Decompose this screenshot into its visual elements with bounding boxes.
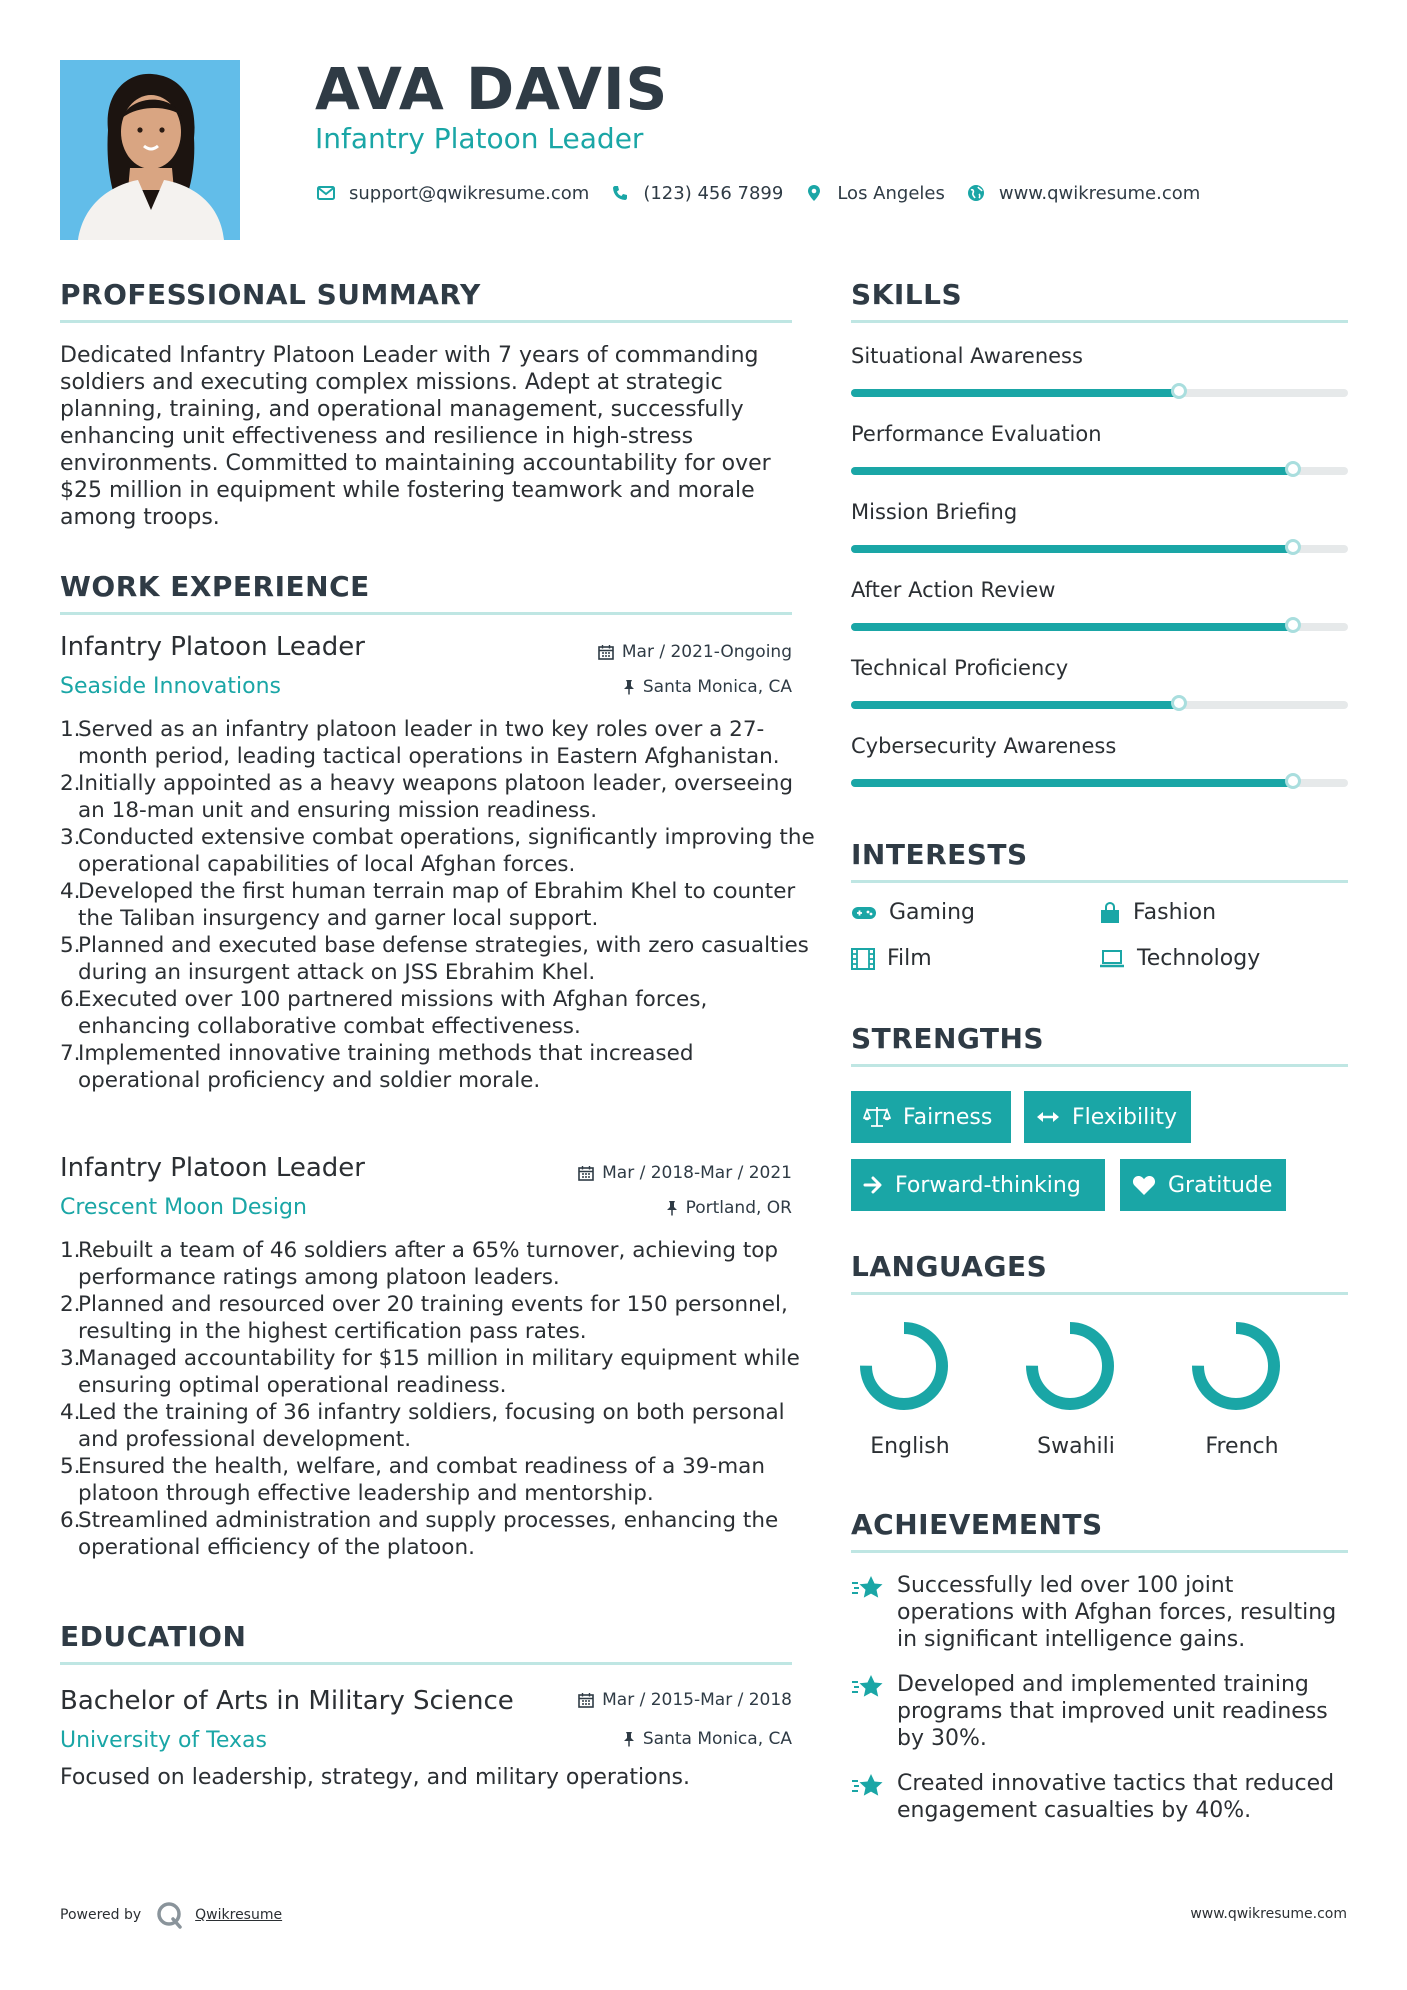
- list-item: 1. Served as an infantry platoon leader in two key roles over a 27-month period, leading tactical operations in Eastern Afghanistan.: [60, 717, 780, 769]
- gamepad-icon: [851, 905, 877, 921]
- arrows-horizontal-icon: [1036, 1110, 1060, 1124]
- interest-label: Gaming: [889, 900, 975, 925]
- calendar-icon: [578, 1165, 594, 1181]
- strength-label: Gratitude: [1168, 1172, 1273, 1198]
- education-location: [480, 1729, 792, 1749]
- interest-item-film: [851, 946, 932, 971]
- job-1-location: [480, 677, 792, 697]
- strength-badge-gratitude: [1120, 1159, 1286, 1211]
- skill-bar-fill: [851, 779, 1293, 787]
- job-1-location-text: Santa Monica, CA: [642, 677, 792, 697]
- skill-name: After Action Review: [851, 578, 1056, 602]
- skill-bar: [851, 545, 1348, 553]
- skill-bar-fill: [851, 623, 1293, 631]
- job-1-title: Infantry Platoon Leader: [60, 632, 365, 662]
- achievement-item: [851, 1770, 1348, 1824]
- list-item: 4. Developed the first human terrain map of Ebrahim Khel to counter the Taliban insurgency and garner local support.: [60, 879, 796, 931]
- achievements-divider: [851, 1550, 1348, 1553]
- laptop-icon: [1099, 949, 1125, 969]
- achievement-item: [851, 1572, 1348, 1653]
- job-2-company: Crescent Moon Design: [60, 1195, 307, 1220]
- achievement-text: Created innovative tactics that reduced engagement casualties by 40%.: [897, 1771, 1335, 1823]
- map-pin-icon: [803, 182, 825, 204]
- skill-bar-fill: [851, 467, 1293, 475]
- work-heading: WORK EXPERIENCE: [60, 570, 370, 603]
- skill-name: Mission Briefing: [851, 500, 1018, 524]
- skill-bar-knob: [1285, 617, 1301, 633]
- strength-label: Forward-thinking: [895, 1172, 1081, 1198]
- list-item: 7. Implemented innovative training methods that increased operational proficiency and soldier morale.: [60, 1041, 694, 1093]
- job-1-company: Seaside Innovations: [60, 674, 281, 699]
- strength-label: Flexibility: [1072, 1104, 1177, 1130]
- summary-heading: PROFESSIONAL SUMMARY: [60, 278, 481, 311]
- language-ring-french: [1182, 1318, 1302, 1414]
- education-location-text: Santa Monica, CA: [642, 1729, 792, 1749]
- job-2-duties: [60, 1237, 818, 1561]
- language-label: Swahili: [1037, 1434, 1115, 1459]
- skill-bar: [851, 389, 1348, 397]
- list-item: 1. Rebuilt a team of 46 soldiers after a 65% turnover, achieving top performance ratings among platoon leaders.: [60, 1238, 779, 1290]
- phone-icon: [609, 182, 631, 204]
- job-2-location: [480, 1198, 792, 1218]
- education-divider: [60, 1662, 792, 1665]
- language-ring-english: [850, 1318, 970, 1414]
- interest-label: Film: [887, 946, 932, 971]
- heart-icon: [1132, 1174, 1156, 1196]
- skill-bar-knob: [1285, 461, 1301, 477]
- job-1-dates: [480, 642, 792, 662]
- list-item: 2. Initially appointed as a heavy weapons platoon leader, overseeing an 18-man unit and ensuring mission readiness.: [60, 771, 793, 823]
- calendar-icon: [578, 1692, 594, 1708]
- globe-icon: [965, 182, 987, 204]
- strengths-divider: [851, 1064, 1348, 1067]
- list-item: 3. Conducted extensive combat operations, significantly improving the operational capabilities of local Afghan forces.: [60, 825, 815, 877]
- envelope-icon: [315, 182, 337, 204]
- footer-powered-by: [60, 1900, 282, 1930]
- skill-bar-knob: [1171, 383, 1187, 399]
- languages-heading: LANGUAGES: [851, 1250, 1048, 1283]
- language-label: English: [870, 1434, 950, 1459]
- candidate-name: AVA DAVIS: [315, 55, 669, 123]
- film-icon: [851, 948, 875, 970]
- list-item: 6. Streamlined administration and supply processes, enhancing the operational efficiency of the platoon.: [60, 1508, 779, 1560]
- job-2-dates-text: Mar / 2018-Mar / 2021: [602, 1163, 792, 1183]
- interest-label: Fashion: [1133, 900, 1217, 925]
- list-item: 3. Managed accountability for $15 million in military equipment while ensuring optimal operational readiness.: [60, 1346, 800, 1398]
- interests-heading: INTERESTS: [851, 838, 1028, 871]
- work-divider: [60, 612, 792, 615]
- skill-name: Situational Awareness: [851, 344, 1083, 368]
- star-icon: [851, 1574, 885, 1602]
- skill-name: Cybersecurity Awareness: [851, 734, 1117, 758]
- summary-text: Dedicated Infantry Platoon Leader with 7 years of commanding soldiers and executing complex missions. Adept at strategic planning, training, and operational management, successfully enhancing unit effectiveness and resilience in high-stress environments. Committed to maintaining accountability for over $25 million in equipment while fostering teamwork and morale among troops.: [60, 343, 771, 530]
- interest-item-technology: [1099, 946, 1260, 971]
- contact-email[interactable]: support@qwikresume.com: [349, 182, 590, 204]
- arrow-right-icon: [863, 1176, 883, 1194]
- summary-divider: [60, 320, 792, 323]
- interest-item-gaming: [851, 900, 975, 925]
- skill-bar-knob: [1285, 539, 1301, 555]
- skills-divider: [851, 320, 1348, 323]
- list-item: 4. Led the training of 36 infantry soldiers, focusing on both personal and professional development.: [60, 1400, 785, 1452]
- education-dates-text: Mar / 2015-Mar / 2018: [602, 1690, 792, 1710]
- education-school: University of Texas: [60, 1728, 267, 1753]
- achievement-item: [851, 1671, 1348, 1752]
- skill-bar-knob: [1285, 773, 1301, 789]
- achievements-heading: ACHIEVEMENTS: [851, 1508, 1103, 1541]
- interest-item-fashion: [1099, 900, 1216, 925]
- strength-badge-forward-thinking: [851, 1159, 1105, 1211]
- skills-heading: SKILLS: [851, 278, 963, 311]
- profile-photo: [60, 60, 240, 240]
- star-icon: [851, 1673, 885, 1701]
- skill-bar: [851, 701, 1348, 709]
- strength-badge-flexibility: [1024, 1091, 1191, 1143]
- skill-bar-fill: [851, 545, 1293, 553]
- skill-bar-fill: [851, 389, 1179, 397]
- job-1-duties: [60, 716, 818, 1094]
- languages-divider: [851, 1292, 1348, 1295]
- education-heading: EDUCATION: [60, 1620, 247, 1653]
- list-item: 5. Ensured the health, welfare, and combat readiness of a 39-man platoon through effective leadership and mentorship.: [60, 1454, 765, 1506]
- pushpin-icon: [666, 1200, 678, 1216]
- list-item: 6. Executed over 100 partnered missions with Afghan forces, enhancing collaborative combat effectiveness.: [60, 987, 708, 1039]
- list-item: 2. Planned and resourced over 20 training events for 150 personnel, resulting in the highest certification pass rates.: [60, 1292, 788, 1344]
- contact-bar: [315, 178, 1220, 208]
- skill-bar-fill: [851, 701, 1179, 709]
- skill-name: Technical Proficiency: [851, 656, 1069, 680]
- pushpin-icon: [623, 679, 635, 695]
- qwikresume-logo-icon: [155, 1900, 185, 1930]
- education-degree: Bachelor of Arts in Military Science: [60, 1686, 514, 1716]
- portrait-image: [60, 60, 240, 240]
- contact-phone[interactable]: (123) 456 7899: [643, 182, 784, 204]
- contact-location: Los Angeles: [837, 182, 945, 204]
- calendar-icon: [598, 644, 614, 660]
- language-label: French: [1205, 1434, 1279, 1459]
- skill-bar: [851, 779, 1348, 787]
- skill-bar: [851, 623, 1348, 631]
- achievement-text: Successfully led over 100 joint operations with Afghan forces, resulting in significant intelligence gains.: [897, 1573, 1337, 1652]
- star-icon: [851, 1772, 885, 1800]
- skill-bar-knob: [1171, 695, 1187, 711]
- strength-badge-fairness: [851, 1091, 1011, 1143]
- skill-name: Performance Evaluation: [851, 422, 1102, 446]
- job-1-dates-text: Mar / 2021-Ongoing: [621, 642, 792, 662]
- balance-scale-icon: [863, 1106, 891, 1128]
- contact-website[interactable]: www.qwikresume.com: [998, 182, 1201, 204]
- education-dates: [480, 1690, 792, 1710]
- pushpin-icon: [623, 1731, 635, 1747]
- shopping-bag-icon: [1099, 902, 1121, 924]
- interests-divider: [851, 880, 1348, 883]
- skill-bar: [851, 467, 1348, 475]
- education-description: Focused on leadership, strategy, and military operations.: [60, 1765, 691, 1790]
- achievement-text: Developed and implemented training programs that improved unit readiness by 30%.: [897, 1672, 1328, 1751]
- strength-label: Fairness: [903, 1104, 993, 1130]
- job-2-location-text: Portland, OR: [685, 1198, 792, 1218]
- job-2-title: Infantry Platoon Leader: [60, 1153, 365, 1183]
- footer-website[interactable]: www.qwikresume.com: [1190, 1906, 1347, 1922]
- interest-label: Technology: [1137, 946, 1261, 971]
- job-2-dates: [480, 1163, 792, 1183]
- strengths-heading: STRENGTHS: [851, 1022, 1045, 1055]
- list-item: 5. Planned and executed base defense strategies, with zero casualties during an insurgent attack on JSS Ebrahim Khel.: [60, 933, 809, 985]
- language-ring-swahili: [1016, 1318, 1136, 1414]
- qwikresume-link[interactable]: Qwikresume: [195, 1907, 283, 1923]
- candidate-title: Infantry Platoon Leader: [315, 122, 644, 155]
- powered-by-label: Powered by: [60, 1907, 142, 1923]
